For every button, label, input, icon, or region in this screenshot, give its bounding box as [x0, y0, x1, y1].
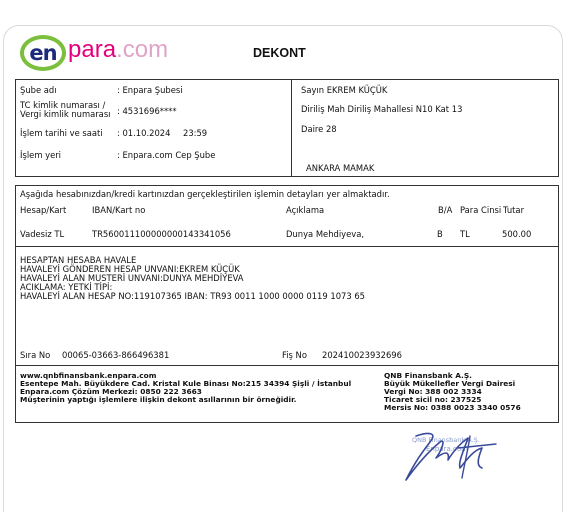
enpara-logo — [20, 32, 168, 68]
row-iban: TR560011100000000143341056 — [92, 229, 231, 239]
slip-number-value: 202410023932696 — [322, 350, 402, 360]
logo-com-text: .com — [116, 36, 169, 63]
signature-stamp — [398, 428, 510, 488]
footer-right-line: QNB Finansbank A.Ş. — [384, 371, 472, 380]
details-intro: Aşağıda hesabınızdan/kredi kartınızdan gerçekleştirilen işlemin detayları yer almaktadır. — [20, 189, 390, 199]
header-description: Açıklama — [286, 205, 325, 215]
row-debit-credit: B — [437, 229, 443, 239]
transfer-line: ACIKLAMA: YETKİ TİPİ: — [20, 282, 113, 292]
branch-name-label: Şube adı — [20, 85, 57, 95]
logo-circle: en — [20, 35, 66, 71]
transaction-place-label: İşlem yeri — [20, 150, 62, 160]
recipient-address-line1: Diriliş Mah Diriliş Mahallesi N10 Kat 13 — [301, 104, 463, 114]
sequence-number-label: Sıra No — [20, 350, 51, 360]
transaction-date-value: : 01.10.2024 — [117, 128, 171, 138]
footer-left-line: Müşterinin yaptığı işlemlere ilişkin dekont asıllarının bir örneğidir. — [20, 395, 297, 404]
stamp-line-2: Enpara.com — [426, 445, 468, 453]
branch-name-value: : Enpara Şubesi — [117, 85, 183, 95]
stamp-line-1: QNB Finansbank A.Ş. — [412, 436, 480, 444]
header-account: Hesap/Kart — [20, 205, 67, 215]
header-currency: Para Cinsi — [460, 205, 502, 215]
transaction-place-value: : Enpara.com Cep Şube — [117, 150, 216, 160]
header-debit-credit: B/A — [438, 205, 453, 215]
footer-left-line: Enpara.com Çözüm Merkezi: 0850 222 3663 — [20, 387, 202, 396]
transaction-time-value: 23:59 — [183, 128, 208, 138]
logo-para-text: para — [68, 36, 117, 63]
sequence-number-value: 00065-03663-866496381 — [62, 350, 170, 360]
tc-label-line1: TC kimlik numarası / — [20, 100, 106, 110]
tc-label-line2: Vergi kimlik numarası — [20, 109, 111, 119]
recipient-city: ANKARA MAMAK — [306, 163, 375, 173]
footer-left-line: www.qnbfinansbank.enpara.com — [20, 371, 157, 380]
footer-right-line: Vergi No: 388 002 3334 — [384, 387, 482, 396]
header-amount: Tutar — [503, 205, 525, 215]
row-amount: 500.00 — [502, 229, 532, 239]
tc-value: : 4531696**** — [117, 106, 177, 116]
row-currency: TL — [460, 229, 470, 239]
recipient-address-line2: Daire 28 — [301, 124, 337, 134]
row-description: Dunya Mehdiyeva, — [286, 229, 365, 239]
footer-left-line: Esentepe Mah. Büyükdere Cad. Kristal Kule Binası No:215 34394 Şişli / İstanbul — [20, 379, 352, 388]
transfer-line: HAVALEYİ ALAN MUSTERİ UNVANI:DUNYA MEHDİYEVA — [20, 273, 244, 283]
transaction-date-label: İşlem tarihi ve saati — [20, 128, 103, 138]
row-account: Vadesiz TL — [20, 229, 65, 239]
footer-right-line: Büyük Mükellefler Vergi Dairesi — [384, 379, 516, 388]
slip-number-label: Fiş No — [282, 350, 307, 360]
transfer-line: HESAPTAN HESABA HAVALE — [20, 255, 137, 265]
recipient-name: Sayın EKREM KÜÇÜK — [301, 85, 388, 95]
header-iban: IBAN/Kart no — [92, 205, 146, 215]
footer-right-line: Mersis No: 0388 0023 3340 0576 — [384, 403, 521, 412]
transfer-line: HAVALEYİ ALAN HESAP NO:119107365 IBAN: TR93 0011 1000 0000 0119 1073 65 — [20, 291, 365, 301]
footer-right-line: Ticaret sicil no: 237525 — [384, 395, 482, 404]
document-title: DEKONT — [253, 46, 306, 60]
transfer-line: HAVALEYİ GÖNDEREN HESAP UNVANI:EKREM KÜÇÜK — [20, 264, 240, 274]
